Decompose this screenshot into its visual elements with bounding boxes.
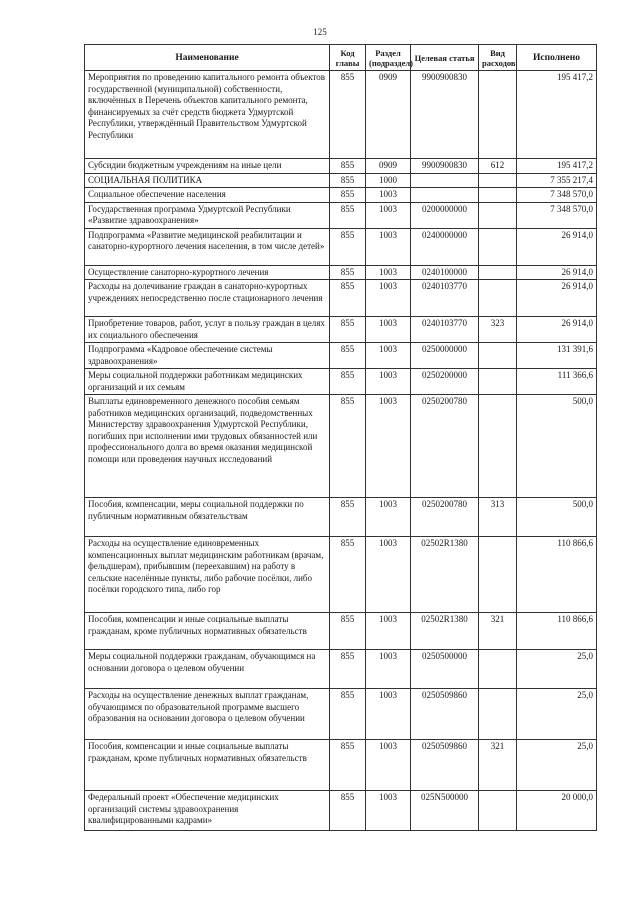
cell-name: Пособия, компенсации, меры социальной поддержки по публичным нормативным обязательствам <box>85 498 330 537</box>
table-row <box>85 159 597 174</box>
cell-section: 1003 <box>366 395 411 498</box>
cell-chapter: 855 <box>330 369 366 395</box>
cell-name: Мероприятия по проведению капитального ремонта объектов государственной (муниципальной) собственности, включённых в Перечень объектов капитального ремонта, финансируемых за счёт средств бюджета Удмуртской Республики, утверждённый Правительством Удмуртской Республики <box>85 71 330 159</box>
cell-executed: 25,0 <box>517 689 597 740</box>
cell-article: 02502R1380 <box>411 613 479 650</box>
cell-name: Расходы на долечивание граждан в санаторно-курортных учреждениях непосредственно после стационарного лечения <box>85 280 330 317</box>
cell-section: 1003 <box>366 740 411 791</box>
cell-expense-type <box>479 202 517 228</box>
cell-section: 0909 <box>366 159 411 174</box>
cell-chapter: 855 <box>330 228 366 265</box>
cell-section: 1003 <box>366 498 411 537</box>
cell-name: Федеральный проект «Обеспечение медицинских организаций системы здравоохранения квалифицированными кадрами» <box>85 791 330 831</box>
cell-executed: 26 914,0 <box>517 228 597 265</box>
cell-article: 0250509860 <box>411 740 479 791</box>
cell-chapter: 855 <box>330 71 366 159</box>
cell-executed: 25,0 <box>517 650 597 689</box>
cell-expense-type <box>479 689 517 740</box>
cell-article: 0240000000 <box>411 228 479 265</box>
table-row <box>85 71 597 159</box>
cell-article: 0250500000 <box>411 650 479 689</box>
cell-article: 0250200780 <box>411 498 479 537</box>
cell-expense-type: 323 <box>479 317 517 343</box>
cell-executed: 25,0 <box>517 740 597 791</box>
cell-executed: 111 366,6 <box>517 369 597 395</box>
table-row <box>85 689 597 740</box>
table-row <box>85 228 597 265</box>
cell-article: 02502R1380 <box>411 537 479 613</box>
cell-chapter: 855 <box>330 650 366 689</box>
cell-expense-type <box>479 395 517 498</box>
cell-expense-type <box>479 228 517 265</box>
cell-executed: 110 866,6 <box>517 613 597 650</box>
cell-chapter: 855 <box>330 188 366 203</box>
cell-name: Меры социальной поддержки гражданам, обучающимся на основании договора о целевом обучении <box>85 650 330 689</box>
cell-expense-type <box>479 188 517 203</box>
table-row <box>85 650 597 689</box>
table-row <box>85 173 597 188</box>
cell-section: 1003 <box>366 317 411 343</box>
cell-executed: 195 417,2 <box>517 159 597 174</box>
cell-name: Меры социальной поддержки работникам медицинских организаций и их семьям <box>85 369 330 395</box>
table-row <box>85 537 597 613</box>
cell-name: Пособия, компенсации и иные социальные выплаты гражданам, кроме публичных нормативных обязательств <box>85 613 330 650</box>
cell-executed: 195 417,2 <box>517 71 597 159</box>
cell-executed: 20 000,0 <box>517 791 597 831</box>
header-executed: Исполнено <box>517 45 597 71</box>
cell-executed: 7 355 217,4 <box>517 173 597 188</box>
cell-section: 1003 <box>366 650 411 689</box>
cell-executed: 7 348 570,0 <box>517 202 597 228</box>
cell-executed: 26 914,0 <box>517 265 597 280</box>
cell-chapter: 855 <box>330 159 366 174</box>
cell-section: 1003 <box>366 228 411 265</box>
header-name: Наименование <box>85 45 330 71</box>
cell-chapter: 855 <box>330 317 366 343</box>
cell-executed: 26 914,0 <box>517 317 597 343</box>
cell-article: 0250200780 <box>411 395 479 498</box>
table-row <box>85 343 597 369</box>
cell-executed: 110 866,6 <box>517 537 597 613</box>
cell-expense-type <box>479 537 517 613</box>
cell-article: 0240100000 <box>411 265 479 280</box>
cell-section: 1003 <box>366 613 411 650</box>
table-row <box>85 613 597 650</box>
cell-expense-type <box>479 791 517 831</box>
cell-article: 0200000000 <box>411 202 479 228</box>
table-row <box>85 740 597 791</box>
cell-article: 9900900830 <box>411 71 479 159</box>
cell-name: Выплаты единовременного денежного пособия семьям работников медицинских организаций, подведомственных Министерству здравоохранения Удмуртской Республики, погибших при исполнении ими трудовых обязанностей или профессионального долга во время оказания медицинской помощи или проведения научных исследований <box>85 395 330 498</box>
cell-expense-type <box>479 343 517 369</box>
cell-article: 0240103770 <box>411 280 479 317</box>
cell-article: 0250509860 <box>411 689 479 740</box>
cell-expense-type: 612 <box>479 159 517 174</box>
cell-name: Подпрограмма «Кадровое обеспечение системы здравоохранения» <box>85 343 330 369</box>
cell-expense-type: 313 <box>479 498 517 537</box>
table-row <box>85 202 597 228</box>
cell-chapter: 855 <box>330 343 366 369</box>
table-row <box>85 791 597 831</box>
cell-expense-type <box>479 650 517 689</box>
cell-chapter: 855 <box>330 613 366 650</box>
cell-expense-type <box>479 71 517 159</box>
cell-expense-type <box>479 173 517 188</box>
cell-chapter: 855 <box>330 173 366 188</box>
cell-section: 1003 <box>366 343 411 369</box>
cell-chapter: 855 <box>330 202 366 228</box>
table-header-row <box>85 45 597 71</box>
cell-section: 1003 <box>366 280 411 317</box>
cell-chapter: 855 <box>330 791 366 831</box>
table-row <box>85 395 597 498</box>
cell-article: 9900900830 <box>411 159 479 174</box>
cell-chapter: 855 <box>330 537 366 613</box>
cell-name: Пособия, компенсации и иные социальные выплаты гражданам, кроме публичных нормативных обязательств <box>85 740 330 791</box>
cell-executed: 500,0 <box>517 498 597 537</box>
cell-section: 0909 <box>366 71 411 159</box>
header-section: Раздел (подраздел) <box>366 45 411 71</box>
cell-chapter: 855 <box>330 395 366 498</box>
cell-chapter: 855 <box>330 740 366 791</box>
cell-name: Социальное обеспечение населения <box>85 188 330 203</box>
header-chapter: Код главы <box>330 45 366 71</box>
cell-chapter: 855 <box>330 280 366 317</box>
cell-section: 1003 <box>366 265 411 280</box>
table-row <box>85 498 597 537</box>
cell-section: 1003 <box>366 369 411 395</box>
cell-executed: 500,0 <box>517 395 597 498</box>
budget-table <box>84 44 597 831</box>
cell-chapter: 855 <box>330 689 366 740</box>
table-row <box>85 280 597 317</box>
cell-name: СОЦИАЛЬНАЯ ПОЛИТИКА <box>85 173 330 188</box>
cell-article <box>411 173 479 188</box>
cell-name: Расходы на осуществление единовременных компенсационных выплат медицинским работникам (врачам, фельдшерам), прибывшим (переехавшим) на работу в сельские населённые пункты, либо рабочие посёлки, либо посёлки городского типа, либо гор <box>85 537 330 613</box>
cell-section: 1003 <box>366 689 411 740</box>
cell-article <box>411 188 479 203</box>
table-row <box>85 188 597 203</box>
page-number: 125 <box>313 27 327 37</box>
cell-article: 0250200000 <box>411 369 479 395</box>
cell-name: Государственная программа Удмуртской Республики «Развитие здравоохранения» <box>85 202 330 228</box>
cell-chapter: 855 <box>330 498 366 537</box>
table-row <box>85 265 597 280</box>
cell-section: 1003 <box>366 791 411 831</box>
cell-article: 025N500000 <box>411 791 479 831</box>
header-article: Целевая статья <box>411 45 479 71</box>
cell-section: 1003 <box>366 537 411 613</box>
header-expense-type: Вид расходов <box>479 45 517 71</box>
cell-article: 0240103770 <box>411 317 479 343</box>
cell-executed: 7 348 570,0 <box>517 188 597 203</box>
cell-name: Осуществление санаторно-курортного лечения <box>85 265 330 280</box>
cell-article: 0250000000 <box>411 343 479 369</box>
cell-chapter: 855 <box>330 265 366 280</box>
cell-name: Подпрограмма «Развитие медицинской реабилитации и санаторно-курортного лечения населения, в том числе детей» <box>85 228 330 265</box>
cell-expense-type <box>479 280 517 317</box>
cell-executed: 26 914,0 <box>517 280 597 317</box>
cell-expense-type <box>479 265 517 280</box>
cell-section: 1003 <box>366 188 411 203</box>
cell-executed: 131 391,6 <box>517 343 597 369</box>
cell-section: 1003 <box>366 202 411 228</box>
cell-name: Приобретение товаров, работ, услуг в пользу граждан в целях их социального обеспечения <box>85 317 330 343</box>
cell-expense-type: 321 <box>479 740 517 791</box>
table-row <box>85 369 597 395</box>
table-row <box>85 317 597 343</box>
table-body <box>85 71 597 831</box>
cell-section: 1000 <box>366 173 411 188</box>
cell-name: Расходы на осуществление денежных выплат гражданам, обучающимся по образовательной программе высшего образования на основании договора о целевом обучении <box>85 689 330 740</box>
cell-expense-type: 321 <box>479 613 517 650</box>
cell-name: Субсидии бюджетным учреждениям на иные цели <box>85 159 330 174</box>
cell-expense-type <box>479 369 517 395</box>
